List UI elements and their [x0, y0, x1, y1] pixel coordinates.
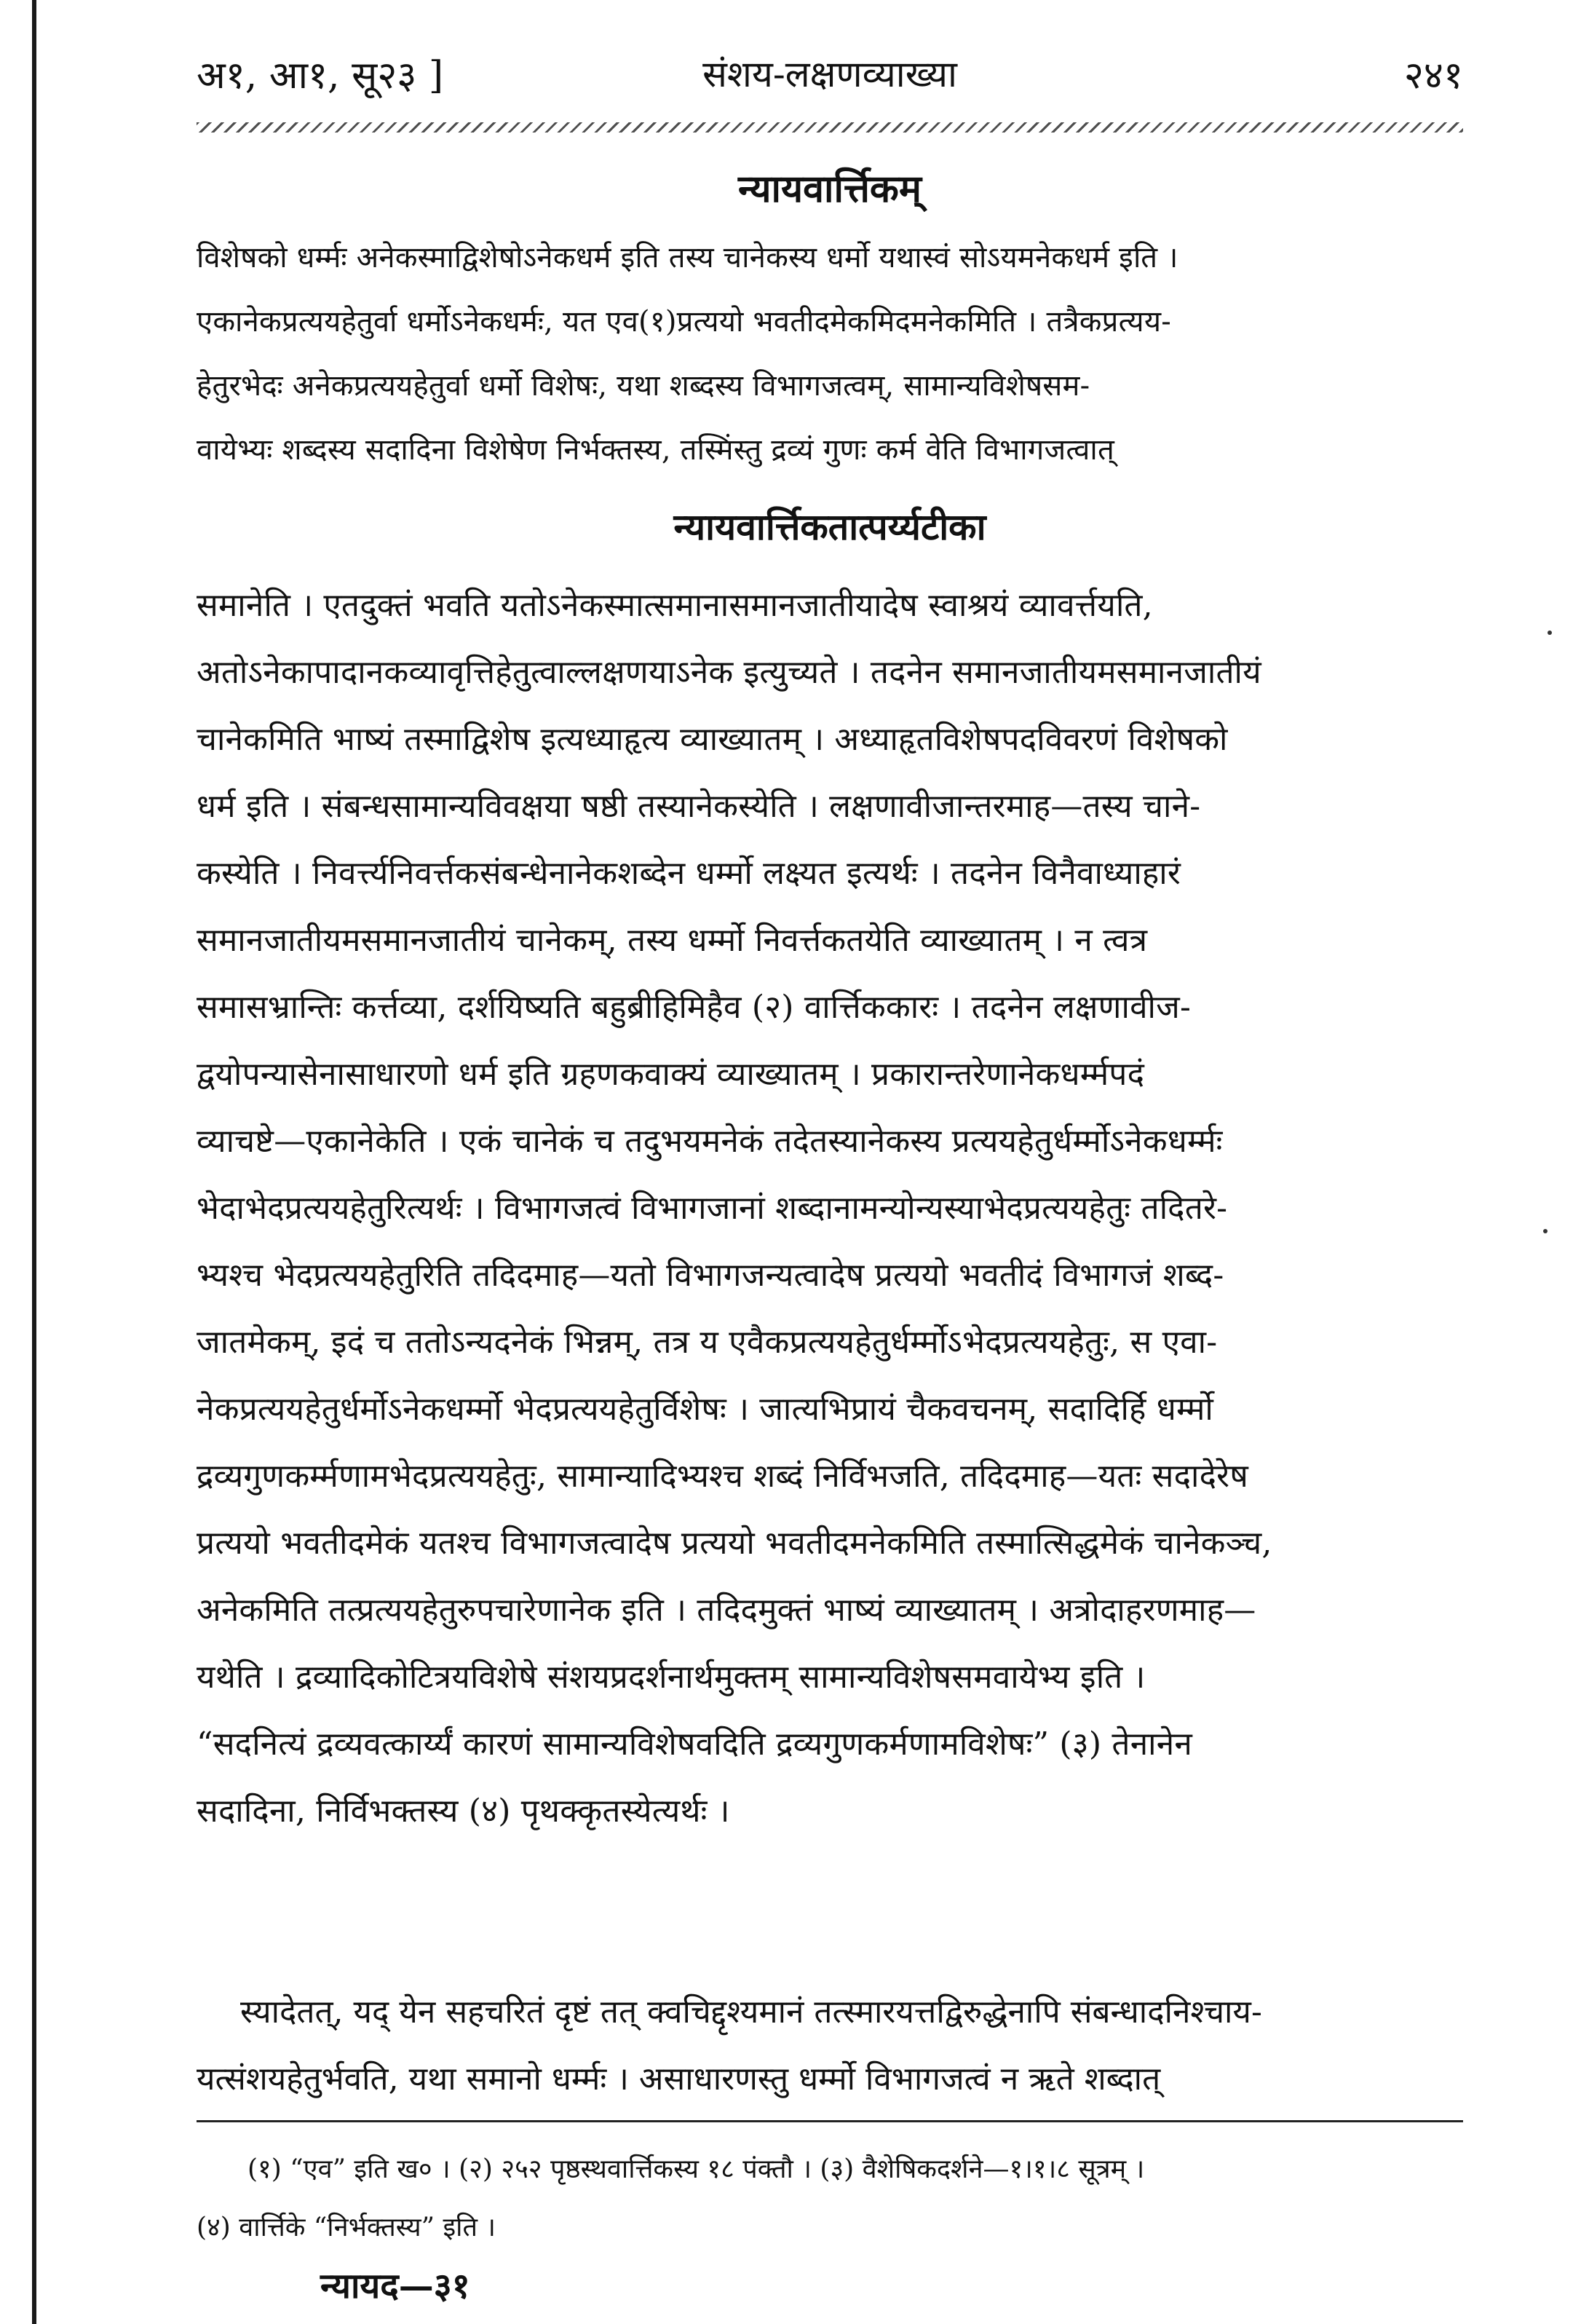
header-title: संशय-लक्षणव्याख्या: [702, 53, 957, 95]
text-line: प्रत्ययो भवतीदमेकं यतश्च विभागजत्वादेष प्रत्ययो भवतीदमनेकमिति तस्मात्सिद्धमेकं चानेकञ्च,: [197, 1525, 1272, 1562]
text-line: चानेकमिति भाष्यं तस्माद्विशेष इत्यध्याहृत्य व्याख्यातम् । अध्याहृतविशेषपदविवरणं विशेषको: [197, 721, 1228, 758]
text-line: भ्यश्च भेदप्रत्ययहेतुरिति तदिदमाह—यतो विभागजन्यत्वादेष प्रत्ययो भवतीदं विभागजं शब्द-: [197, 1257, 1224, 1294]
text-line: समानेति । एतदुक्तं भवति यतोऽनेकस्मात्समानासमानजातीयादेष स्वाश्रयं व्यावर्त्तयति,: [197, 587, 1153, 624]
page-number: २४१: [1403, 54, 1463, 98]
scan-speck: [1543, 1229, 1548, 1233]
text-line: यत्संशयहेतुर्भवति, यथा समानो धर्म्मः । असाधारणस्तु धर्म्मो विभागजत्वं न ऋते शब्दात्: [197, 2060, 1161, 2098]
text-line: द्रव्यगुणकर्म्मणामभेदप्रत्ययहेतुः, सामान्यादिभ्यश्च शब्दं निर्विभजति, तदिदमाह—यतः सदादेरेष: [197, 1458, 1248, 1495]
text-line: द्वयोपन्यासेनासाधारणो धर्म इति ग्रहणकवाक्यं व्याख्यातम् । प्रकारान्तरेणानेकधर्म्मपदं: [197, 1056, 1145, 1093]
printer-signature-mark: न्यायद—३१: [320, 2266, 470, 2307]
text-line: स्यादेतत्, यद् येन सहचरितं दृष्टं तत् क्वचिद्दृश्यमानं तत्स्मारयत्तद्विरुद्धेनापि संबन्धादनिश्चाय-: [240, 1993, 1262, 2031]
text-line: अनेकमिति तत्प्रत्ययहेतुरुपचारेणानेक इति । तदिदमुक्तं भाष्यं व्याख्यातम् । अत्रोदाहरणमाह—: [197, 1592, 1256, 1629]
tika-text: [197, 572, 1463, 1845]
text-line: नेकप्रत्ययहेतुर्धर्मोऽनेकधर्म्मो भेदप्रत्ययहेतुर्विशेषः । जात्यभिप्रायं चैकवचनम्, सदादिर्हि धर्म्मो: [197, 1391, 1214, 1428]
section-heading-vartika: न्यायवार्त्तिकम्: [738, 167, 922, 211]
text-line: कस्येति । निवर्त्त्यनिवर्त्तकसंबन्धेनानेकशब्देन धर्म्मो लक्ष्यत इत्यर्थः । तदनेन विनैवाध्याहारं: [197, 855, 1181, 892]
continuation-text: [197, 1979, 1463, 2113]
text-line: “सदनित्यं द्रव्यवत्कार्य्यं कारणं सामान्यविशेषवदिति द्रव्यगुणकर्मणामविशेषः” (३) तेनानेन: [197, 1726, 1192, 1763]
text-line: भेदाभेदप्रत्ययहेतुरित्यर्थः । विभागजत्वं विभागजानां शब्दानामन्योन्यस्याभेदप्रत्ययहेतुः तदितरे-: [197, 1190, 1228, 1227]
scan-speck: [1548, 631, 1552, 635]
header-reference: अ१, आ१, सू२३ ]: [197, 54, 444, 98]
text-line: जातमेकम्, इदं च ततोऽन्यदनेकं भिन्नम्, तत्र य एवैकप्रत्ययहेतुर्धर्म्मोऽभेदप्रत्ययहेतुः, स एवा-: [197, 1324, 1218, 1361]
footnotes: [197, 2141, 1463, 2257]
running-header: [197, 44, 1463, 102]
text-line: हेतुरभेदः अनेकप्रत्ययहेतुर्वा धर्मो विशेषः, यथा शब्दस्य विभागजत्वम्, सामान्यविशेषसम-: [197, 369, 1090, 403]
footnote-line: (४) वार्त्तिके “निर्भक्तस्य” इति ।: [197, 2213, 496, 2242]
text-line: अतोऽनेकापादानकव्यावृत्तिहेतुत्वाल्लक्षणयाऽनेक इत्युच्यते । तदनेन समानजातीयमसमानजातीयं: [197, 654, 1261, 691]
text-line: यथेति । द्रव्यादिकोटित्रयविशेषे संशयप्रदर्शनार्थमुक्तम् सामान्यविशेषसमवायेभ्य इति ।: [197, 1659, 1146, 1696]
text-line: वायेभ्यः शब्दस्य सदादिना विशेषेण निर्भक्तस्य, तस्मिंस्तु द्रव्यं गुणः कर्म वेति विभागजत्वात्: [197, 433, 1114, 467]
footnote-divider: [197, 2120, 1463, 2122]
footnote-line: (१) “एव” इति ख० । (२) २५२ पृष्ठस्थवार्त्तिकस्य १८ पंक्तौ । (३) वैशेषिकदर्शने—१।१।८ सूत्रम् ।: [247, 2154, 1145, 2184]
section-heading-tika: न्यायवार्त्तिकतात्पर्य्यटीका: [673, 505, 986, 548]
text-line: विशेषको धर्म्मः अनेकस्माद्विशेषोऽनेकधर्म इति तस्य चानेकस्य धर्मो यथास्वं सोऽयमनेकधर्म इति ।: [197, 241, 1178, 274]
header-wavy-divider: [197, 122, 1463, 133]
text-line: एकानेकप्रत्ययहेतुर्वा धर्मोऽनेकधर्मः, यत एव(१)प्रत्ययो भवतीदमेकमिदमनेकमिति । तत्रैकप्रत्यय-: [197, 305, 1171, 339]
binding-edge-line: [32, 0, 36, 2324]
text-line: समानजातीयमसमानजातीयं चानेकम्, तस्य धर्म्मो निवर्त्तकतयेति व्याख्यातम् । न त्वत्र: [197, 922, 1148, 959]
vartika-text: [197, 226, 1463, 482]
text-line: समासभ्रान्तिः कर्त्तव्या, दर्शयिष्यति बहुब्रीहिमिहैव (२) वार्त्तिककारः । तदनेन लक्षणावीज-: [197, 989, 1192, 1026]
text-line: व्याचष्टे—एकानेकेति । एकं चानेकं च तदुभयमनेकं तदेतस्यानेकस्य प्रत्ययहेतुर्धर्म्मोऽनेकधर्म्मः: [197, 1123, 1223, 1160]
text-line: सदादिना, निर्विभक्तस्य (४) पृथक्कृतस्येत्यर्थः ।: [197, 1793, 730, 1830]
text-line: धर्म इति । संबन्धसामान्यविवक्षया षष्ठी तस्यानेकस्येति । लक्षणावीजान्तरमाह—तस्य चाने-: [197, 788, 1201, 825]
